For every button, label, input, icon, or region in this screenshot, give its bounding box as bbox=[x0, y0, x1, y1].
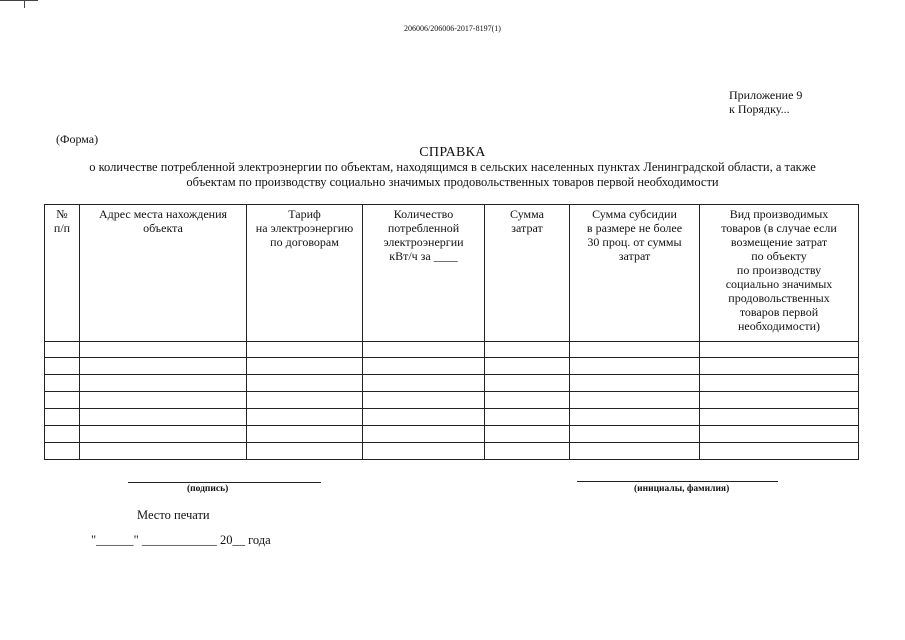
table-cell bbox=[363, 358, 485, 375]
name-line bbox=[577, 481, 778, 482]
table-cell bbox=[700, 443, 859, 460]
report-table bbox=[44, 204, 859, 460]
table-cell bbox=[570, 375, 700, 392]
table-cell bbox=[570, 426, 700, 443]
table-cell bbox=[247, 358, 363, 375]
header-cell: Количество потребленной электроэнергии кВт/ч за ____ bbox=[363, 205, 485, 342]
header-cell: Тариф на электроэнергию по договорам bbox=[247, 205, 363, 342]
table-cell bbox=[45, 375, 80, 392]
header-cell: Сумма затрат bbox=[485, 205, 570, 342]
table-cell bbox=[363, 426, 485, 443]
header-cell: № п/п bbox=[45, 205, 80, 342]
table-header-row bbox=[45, 205, 859, 342]
table-cell bbox=[80, 392, 247, 409]
table-row bbox=[45, 392, 859, 409]
table-cell bbox=[45, 342, 80, 358]
table-cell bbox=[700, 392, 859, 409]
table-row bbox=[45, 375, 859, 392]
name-caption: (инициалы, фамилия) bbox=[634, 484, 730, 494]
header-cell: Вид производимых товаров (в случае если возмещение затрат по объекту по производству социально значимых продовольственных товаров первой необходимости) bbox=[700, 205, 859, 342]
table-row bbox=[45, 342, 859, 358]
table-cell bbox=[247, 443, 363, 460]
document-title: СПРАВКА bbox=[419, 145, 486, 160]
appendix-line-2: к Порядку... bbox=[729, 102, 790, 116]
table-cell bbox=[485, 409, 570, 426]
table-cell bbox=[80, 443, 247, 460]
table-cell bbox=[700, 426, 859, 443]
table-cell bbox=[247, 426, 363, 443]
table-cell bbox=[700, 358, 859, 375]
corner-crop-mark bbox=[0, 0, 38, 7]
table-cell bbox=[363, 375, 485, 392]
table-cell bbox=[700, 342, 859, 358]
table-cell bbox=[247, 409, 363, 426]
header-cell: Адрес места нахождения объекта bbox=[80, 205, 247, 342]
table-cell bbox=[45, 426, 80, 443]
table-cell bbox=[485, 426, 570, 443]
table-cell bbox=[80, 426, 247, 443]
table-cell bbox=[363, 342, 485, 358]
table-cell bbox=[363, 409, 485, 426]
date-line: "______" ____________ 20__ года bbox=[91, 533, 271, 547]
stamp-place-label: Место печати bbox=[137, 508, 210, 522]
table-cell bbox=[485, 342, 570, 358]
table-row bbox=[45, 409, 859, 426]
table-cell bbox=[700, 375, 859, 392]
document-subtitle bbox=[0, 160, 905, 190]
table-cell bbox=[485, 375, 570, 392]
signature-line bbox=[128, 482, 321, 483]
table-cell bbox=[45, 443, 80, 460]
table-cell bbox=[45, 409, 80, 426]
table-cell bbox=[700, 409, 859, 426]
table-cell bbox=[570, 342, 700, 358]
table-row bbox=[45, 426, 859, 443]
subtitle-line-2: объектам по производству социально значимых продовольственных товаров первой необходимости bbox=[186, 175, 719, 189]
table-cell bbox=[485, 358, 570, 375]
table-cell bbox=[485, 392, 570, 409]
table-cell bbox=[570, 409, 700, 426]
table-cell bbox=[45, 358, 80, 375]
table-cell bbox=[80, 342, 247, 358]
table-cell bbox=[485, 443, 570, 460]
table-cell bbox=[80, 375, 247, 392]
table-row bbox=[45, 443, 859, 460]
table-cell bbox=[363, 392, 485, 409]
subtitle-line-1: о количестве потребленной электроэнергии по объектам, находящимся в сельских населенных пунктах Ленинградской области, а также bbox=[89, 160, 816, 174]
document-id: 206006/206006-2017-8197(1) bbox=[404, 24, 501, 33]
header-cell: Сумма субсидии в размере не более 30 проц. от суммы затрат bbox=[570, 205, 700, 342]
appendix-reference bbox=[729, 88, 802, 116]
table-cell bbox=[247, 375, 363, 392]
table-cell bbox=[80, 409, 247, 426]
table-cell bbox=[45, 392, 80, 409]
form-label: (Форма) bbox=[56, 132, 99, 146]
table-row bbox=[45, 358, 859, 375]
appendix-line-1: Приложение 9 bbox=[729, 88, 803, 102]
signature-caption: (подпись) bbox=[187, 484, 229, 494]
table-cell bbox=[247, 342, 363, 358]
table-cell bbox=[570, 443, 700, 460]
table-cell bbox=[570, 358, 700, 375]
table-cell bbox=[247, 392, 363, 409]
table-cell bbox=[363, 443, 485, 460]
table-cell bbox=[570, 392, 700, 409]
table-cell bbox=[80, 358, 247, 375]
